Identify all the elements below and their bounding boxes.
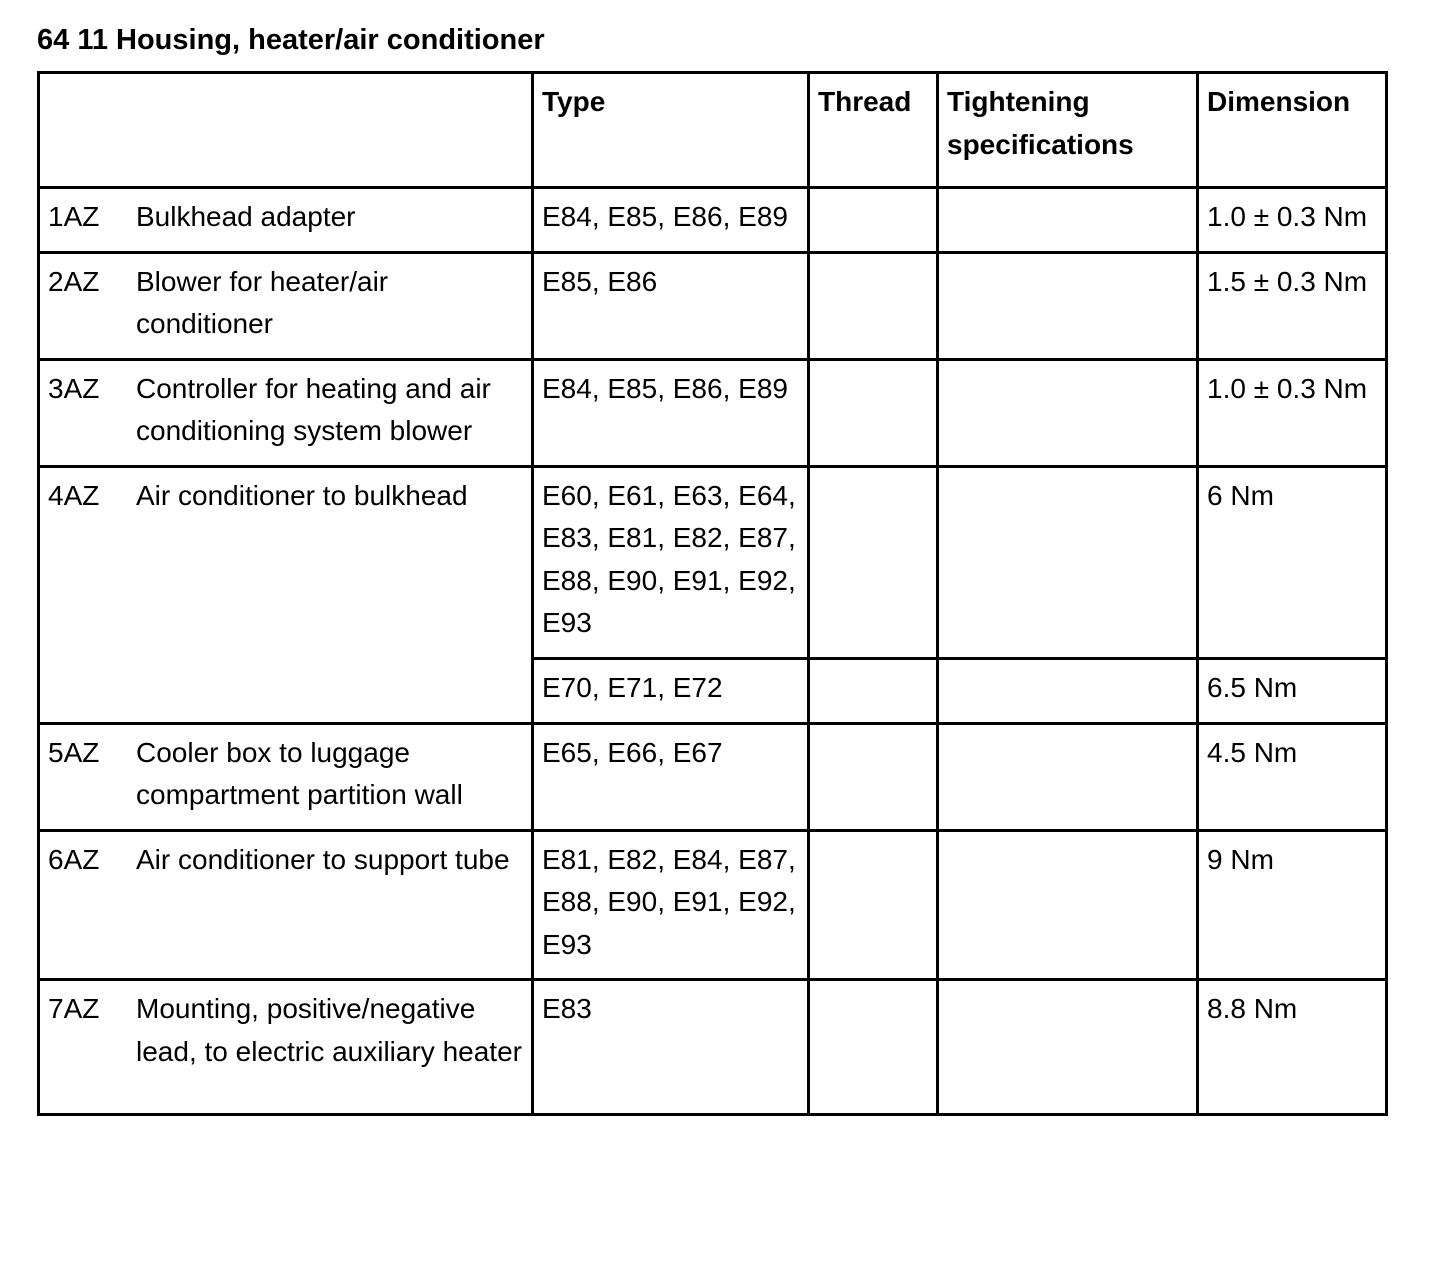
item-wrap	[48, 475, 525, 518]
item-id: 1AZ	[48, 201, 100, 233]
cell-dimension: 6.5 Nm	[1198, 659, 1387, 724]
cell-type: E85, E86	[533, 252, 809, 359]
cell-item	[39, 252, 533, 359]
cell-type: E65, E66, E67	[533, 723, 809, 830]
table-row	[39, 188, 1387, 253]
cell-tightening	[938, 359, 1198, 466]
table-row	[39, 723, 1387, 830]
cell-dimension: 8.8 Nm	[1198, 980, 1387, 1115]
cell-dimension: 4.5 Nm	[1198, 723, 1387, 830]
item-description: Air conditioner to support tube	[136, 843, 510, 875]
cell-item	[39, 723, 533, 830]
cell-tightening	[938, 980, 1198, 1115]
cell-dimension: 9 Nm	[1198, 830, 1387, 980]
cell-item	[39, 980, 533, 1115]
item-id: 3AZ	[48, 372, 100, 404]
table-row	[39, 830, 1387, 980]
table-body	[39, 188, 1387, 1115]
item-wrap	[48, 261, 525, 346]
item-id: 6AZ	[48, 843, 100, 875]
cell-type: E84, E85, E86, E89	[533, 188, 809, 253]
page-title: 64 11 Housing, heater/air conditioner	[37, 24, 545, 56]
col-header-thread: Thread	[809, 73, 938, 188]
cell-tightening	[938, 466, 1198, 658]
item-description: Controller for heating and air conditioning system blower	[136, 372, 491, 447]
cell-tightening	[938, 252, 1198, 359]
cell-type: E60, E61, E63, E64, E83, E81, E82, E87, E88, E90, E91, E92, E93	[533, 466, 809, 658]
table-row	[39, 980, 1387, 1115]
cell-type: E84, E85, E86, E89	[533, 359, 809, 466]
cell-thread	[809, 188, 938, 253]
item-description: Blower for heater/air conditioner	[136, 265, 389, 340]
cell-thread	[809, 830, 938, 980]
table-row	[39, 359, 1387, 466]
cell-item	[39, 830, 533, 980]
item-wrap	[48, 732, 525, 817]
item-wrap	[48, 368, 525, 453]
cell-type: E83	[533, 980, 809, 1115]
cell-tightening	[938, 723, 1198, 830]
cell-dimension: 1.0 ± 0.3 Nm	[1198, 359, 1387, 466]
cell-thread	[809, 980, 938, 1115]
table-row	[39, 466, 1387, 658]
cell-thread	[809, 252, 938, 359]
cell-thread	[809, 659, 938, 724]
cell-dimension: 6 Nm	[1198, 466, 1387, 658]
table-header	[39, 73, 1387, 188]
item-wrap	[48, 196, 525, 239]
cell-thread	[809, 359, 938, 466]
header-row	[39, 73, 1387, 188]
item-id: 2AZ	[48, 265, 100, 297]
cell-type: E70, E71, E72	[533, 659, 809, 724]
cell-item	[39, 466, 533, 723]
item-description: Mounting, positive/negative lead, to electric auxiliary heater	[136, 993, 522, 1067]
item-id: 5AZ	[48, 736, 100, 768]
cell-dimension: 1.0 ± 0.3 Nm	[1198, 188, 1387, 253]
torque-spec-table	[37, 71, 1388, 1116]
item-id: 4AZ	[48, 479, 100, 511]
cell-tightening	[938, 659, 1198, 724]
item-description: Cooler box to luggage compartment partition wall	[136, 736, 463, 811]
col-header-type: Type	[533, 73, 809, 188]
cell-item	[39, 359, 533, 466]
col-header-tightening: Tightening specifications	[938, 73, 1198, 188]
item-description: Bulkhead adapter	[136, 201, 356, 233]
cell-tightening	[938, 830, 1198, 980]
cell-type: E81, E82, E84, E87, E88, E90, E91, E92, E93	[533, 830, 809, 980]
item-description: Air conditioner to bulkhead	[136, 479, 468, 511]
cell-thread	[809, 723, 938, 830]
cell-thread	[809, 466, 938, 658]
cell-tightening	[938, 188, 1198, 253]
item-wrap	[48, 839, 525, 882]
cell-item	[39, 188, 533, 253]
item-id: 7AZ	[48, 993, 100, 1025]
col-header-dimension: Dimension	[1198, 73, 1387, 188]
table-row	[39, 252, 1387, 359]
cell-dimension: 1.5 ± 0.3 Nm	[1198, 252, 1387, 359]
item-wrap	[48, 988, 525, 1073]
col-header-item	[39, 73, 533, 188]
